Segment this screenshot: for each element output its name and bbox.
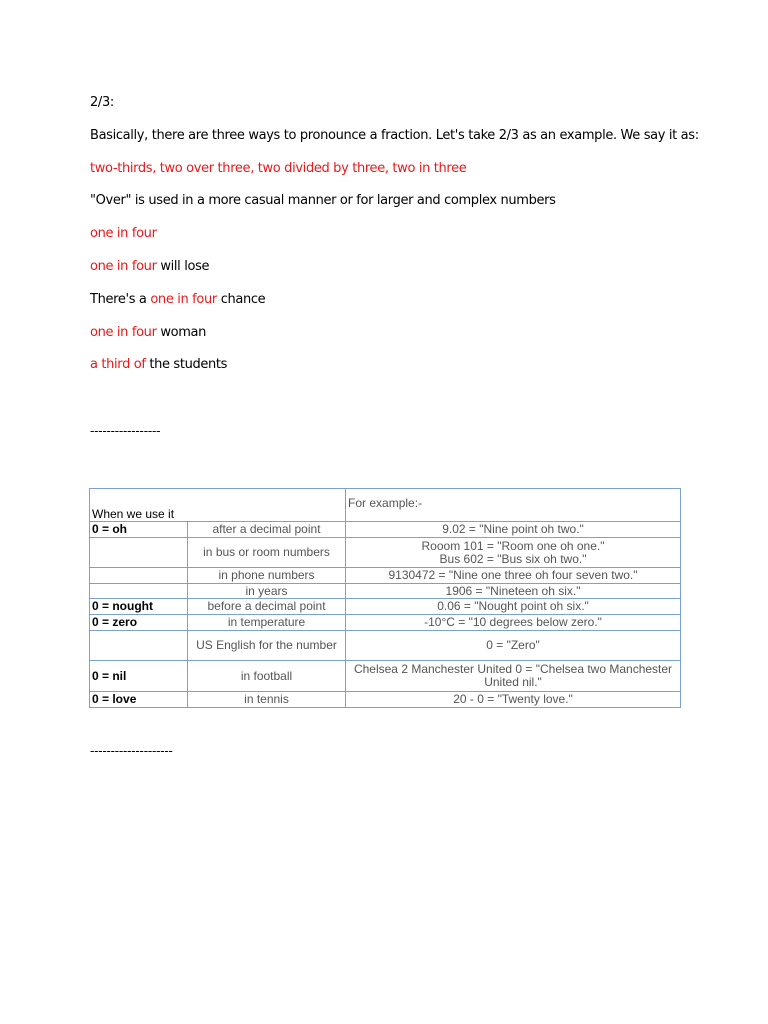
table-row	[90, 584, 681, 599]
example-cell: -10°C = "10 degrees below zero."	[346, 615, 681, 631]
usage-cell: in tennis	[188, 692, 346, 708]
example-cell	[346, 538, 681, 568]
table-header-row	[90, 489, 681, 522]
example-text: woman	[156, 325, 207, 340]
term-cell	[90, 631, 188, 661]
example-line-2	[90, 259, 209, 275]
table-row	[90, 599, 681, 615]
table-row	[90, 538, 681, 568]
table-row	[90, 615, 681, 631]
usage-cell: US English for the number	[188, 631, 346, 661]
intro-paragraph: Basically, there are three ways to pronounce a fraction. Let's take 2/3 as an example. We say it as:	[90, 128, 699, 143]
divider-line: -----------------	[90, 424, 161, 438]
example-highlight: one in four	[90, 226, 157, 241]
divider-line: --------------------	[90, 744, 173, 758]
term-cell	[90, 568, 188, 584]
table-row	[90, 692, 681, 708]
heading-fraction: 2/3:	[90, 95, 114, 110]
example-highlight: a third of	[90, 357, 146, 372]
example-cell: 0 = "Zero"	[346, 631, 681, 661]
usage-cell: in temperature	[188, 615, 346, 631]
example-line-5	[90, 357, 227, 373]
example-line-4	[90, 325, 206, 341]
example-text: will lose	[156, 259, 210, 274]
pronunciation-ways: two-thirds, two over three, two divided by three, two in three	[90, 161, 467, 176]
example-highlight: one in four	[90, 325, 157, 340]
usage-cell: in football	[188, 661, 346, 692]
term-cell: 0 = oh	[90, 522, 188, 538]
example-line: Bus 602 = "Bus six oh two."	[439, 551, 587, 566]
term-cell	[90, 584, 188, 599]
example-line-1	[90, 226, 157, 242]
example-cell: 9.02 = "Nine point oh two."	[346, 522, 681, 538]
example-cell: 1906 = "Nineteen oh six."	[346, 584, 681, 599]
example-highlight: one in four	[150, 292, 217, 307]
example-line-3	[90, 292, 265, 308]
example-cell: Chelsea 2 Manchester United 0 = "Chelsea two Manchester United nil."	[346, 661, 681, 692]
usage-cell: in bus or room numbers	[188, 538, 346, 568]
zero-pronunciation-table	[89, 488, 681, 708]
term-cell	[90, 538, 188, 568]
header-when-we-use-it: When we use it	[90, 489, 346, 522]
example-cell: 9130472 = "Nine one three oh four seven two."	[346, 568, 681, 584]
table-row	[90, 568, 681, 584]
usage-cell: after a decimal point	[188, 522, 346, 538]
term-cell: 0 = love	[90, 692, 188, 708]
usage-cell: before a decimal point	[188, 599, 346, 615]
example-cell: 20 - 0 = "Twenty love."	[346, 692, 681, 708]
example-text: There's a	[90, 292, 151, 307]
usage-cell: in phone numbers	[188, 568, 346, 584]
term-cell: 0 = nil	[90, 661, 188, 692]
usage-cell: in years	[188, 584, 346, 599]
example-highlight: one in four	[90, 259, 157, 274]
example-cell: 0.06 = "Nought point oh six."	[346, 599, 681, 615]
table-row	[90, 661, 681, 692]
example-text: the students	[145, 357, 228, 372]
header-for-example: For example:-	[346, 489, 681, 522]
term-cell: 0 = zero	[90, 615, 188, 631]
term-cell: 0 = nought	[90, 599, 188, 615]
example-line: Rooom 101 = "Room one oh one."	[421, 538, 605, 553]
over-note: "Over" is used in a more casual manner or for larger and complex numbers	[90, 193, 556, 208]
table-row	[90, 522, 681, 538]
table-row	[90, 631, 681, 661]
example-text: chance	[216, 292, 266, 307]
